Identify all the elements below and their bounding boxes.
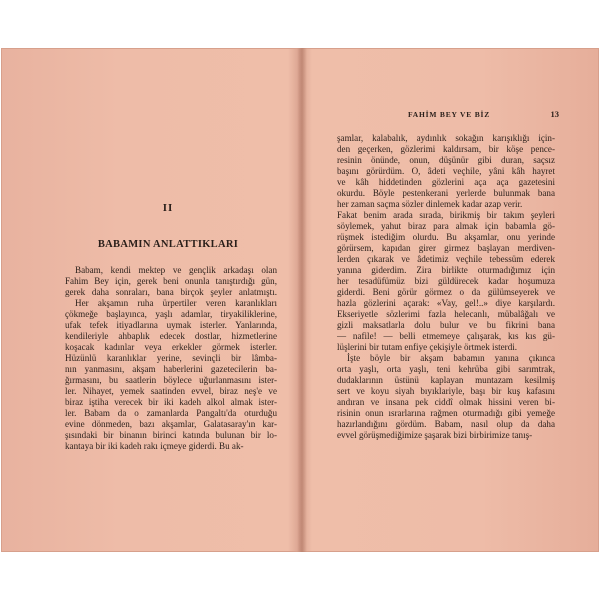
text-line: ğırmasını, bu saatlerin böylece uğurlanmasını ister- — [65, 375, 277, 385]
text-line: evvel görüşmediğimize şaşarak bizi birbirimize tanış- — [337, 430, 533, 440]
text-line: Hüzünlü karanlıklar yerine, sevinçli bir lâmba- — [65, 353, 277, 363]
text-line: dudaklarının üstünü kaplayan muntazam kesilmiş — [337, 375, 555, 385]
right-page-body — [337, 133, 555, 441]
text-line: her tesadüfümüz bizi güldürecek kadar hoşumuza — [337, 276, 555, 286]
text-line: ufak tefek itiyadlarına uymak isterler. Yanlarında, — [65, 320, 277, 330]
text-line: lüşlerini bir tutam enfiye çekişiyle örtmek isterdi. — [337, 342, 518, 352]
book-spread — [1, 48, 599, 552]
text-line: çökmeğe başlayınca, yaşlı adamlar, tiryakiliklerine, — [65, 309, 277, 319]
chapter-number: II — [162, 202, 174, 214]
text-line: biraz iştiha verecek bir iki kadeh alkol almak ister- — [65, 397, 277, 407]
text-line: başını görürdüm. O, âdeti veçhile, yâni kâh hayret — [337, 166, 555, 176]
text-line: nın yanmasını, akşam haberlerini gazetecilerin ba- — [65, 364, 277, 374]
text-line: ve kâh hiddetinden gözlerini aça aça gazetesini — [337, 177, 555, 187]
text-line: görürsem, kapıdan girer girmez başlayan merdiven- — [337, 243, 555, 253]
text-line: yanına giderdim. Zira birlikte oturmadığımız için — [337, 265, 555, 275]
text-line: hazla gözlerini açarak: «Vay, gel!..» diye karşılardı. — [337, 298, 555, 308]
text-line: gerek daha sonraları, bana birçok şeyler anlatmıştı. — [65, 287, 277, 297]
running-head: FAHİM BEY VE BİZ — [407, 110, 491, 119]
chapter-title: BABAMIN ANLATTIKLARI — [97, 239, 239, 250]
text-line: ler. Babam da o zamanlarda Pangaltı'da oturduğu — [65, 408, 277, 418]
text-line: Babam, kendi mektep ve gençlik arkadaşı olan — [75, 265, 277, 275]
text-line: şamlar, kalabalık, aydınlık sokağın karışıklığı için- — [337, 133, 555, 143]
text-line: her zaman saçma sözler dinlemek kadar azap verir. — [337, 199, 523, 209]
text-line: gizli maksatlarla dolu bulur ve bu fikrini bana — [337, 320, 555, 330]
text-line: evine dönmeden, bazı akşamlar, Galatasaray'ın kar- — [65, 419, 277, 429]
text-line: sert ve koyu siyah bıyıklariyle, başı bir kuş kafasını — [337, 386, 555, 396]
text-line: giderdi. Beni görür görmez o da gülümseyerek ve — [337, 287, 555, 297]
text-line: hazırlandığını gördüm. Babam, nasıl olup da daha — [337, 419, 555, 429]
text-line: okurdu. Böyle pestenkerani yerlerde bulunmak bana — [337, 188, 555, 198]
text-line: — nafile! — belli etmemeye çalışarak, kıs kıs gü- — [337, 331, 555, 341]
text-line: koşacak kadınlar veya erkekler görmek isterler. — [65, 342, 277, 352]
text-line: Her akşamın ruha ürpertiler veren karanlıkları — [75, 298, 277, 308]
text-line: şısındaki bir binanın birinci katında bulunan bir lo- — [65, 430, 277, 440]
text-line: resinin önünde, onun, düşünür gibi duran, saçsız — [337, 155, 555, 165]
right-page — [303, 48, 599, 552]
text-line: Fakat benim arada sırada, birikmiş bir takım şeyleri — [337, 210, 555, 220]
text-line: Fahim Bey için, gerek beni onunla tanıştırdığı gün, — [65, 276, 277, 286]
text-line: ler. Nihayet, yemek saatinden evvel, biraz neş'e ve — [65, 386, 277, 396]
text-line: lerden çıkarak ve âdetimiz veçhile tebessüm ederek — [337, 254, 555, 264]
page-number: 13 — [550, 109, 559, 119]
text-line: söylemek, yahut biraz para almak için babamla gö- — [337, 221, 555, 231]
left-page — [1, 48, 299, 552]
text-line: rüşmek istediğim olurdu. Bu akşamlar, onu yerinde — [337, 232, 555, 242]
text-line: İşte böyle bir akşam babamın yanına çıkınca — [347, 353, 555, 363]
left-page-body — [65, 265, 277, 452]
text-line: andıran ve insana pek ciddî olmak hissini veren bi- — [337, 397, 555, 407]
text-line: Ekseriyetle sözlerimi fazla helecanlı, mübalâğalı ve — [337, 309, 555, 319]
text-line: risinin onun ısrarlarına rağmen oturmadığı gibi yemeğe — [337, 408, 555, 418]
text-line: orta yaşlı, orta yaşlı, teni kehrüba gibi sarımtrak, — [337, 364, 555, 374]
text-line: den geçerken, gözlerimi kaldırsam, bir köşe pence- — [337, 144, 555, 154]
text-line: kendileriyle ahbaplık edecek dostlar, hizmetlerine — [65, 331, 277, 341]
text-line: kantaya bir iki kadeh rakı içmeye giderdi. Bu ak- — [65, 441, 244, 451]
